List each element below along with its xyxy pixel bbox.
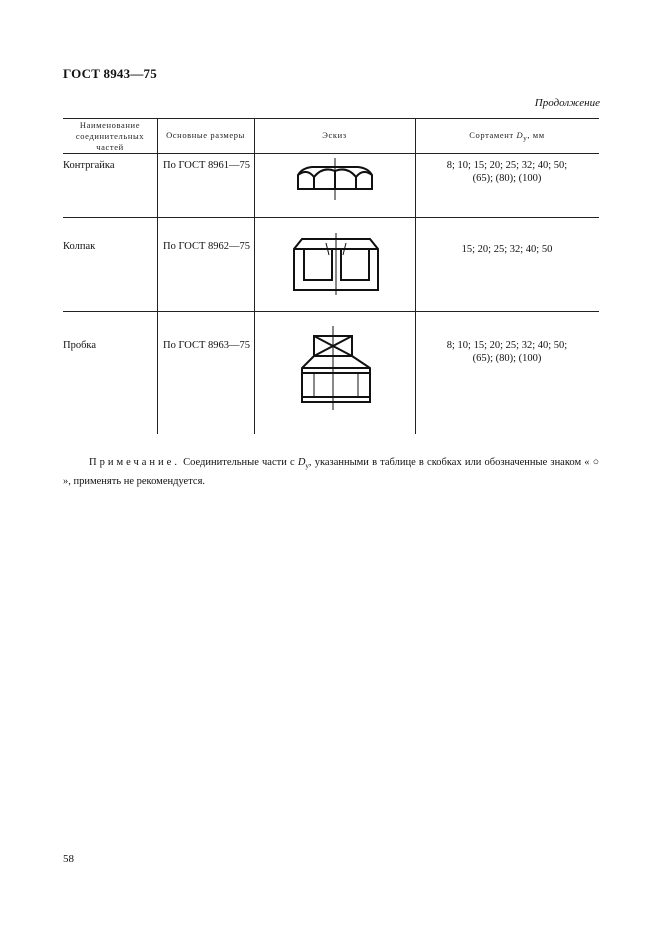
plug-sketch-icon <box>295 326 377 410</box>
row-name: Пробка <box>63 340 97 351</box>
column-header-assortment <box>415 130 599 145</box>
column-header-sizes: Основные размеры <box>166 130 245 140</box>
footnote: Примечание. Соединительные части с $D_у$, указанными в таблице в скобках или обозначенные знаком « ○ », применять не рекомендуется. <box>63 457 600 488</box>
column-header-name: Наименование соединительных частей <box>75 120 145 152</box>
row-assortment: 8; 10; 15; 20; 25; 32; 40; 50; (65); (80); (100) <box>446 160 568 184</box>
column-header-sketch: Эскиз <box>322 130 347 140</box>
column-divider <box>254 118 255 434</box>
assortment-unit: , мм <box>527 130 545 140</box>
row-assortment: 8; 10; 15; 20; 25; 32; 40; 50; (65); (80); (100) <box>446 340 568 364</box>
row-divider <box>63 311 599 312</box>
row-name: Контргайка <box>63 160 115 171</box>
document-code: ГОСТ 8943—75 <box>63 66 157 81</box>
row-assortment: 15; 20; 25; 32; 40; 50 <box>461 244 553 255</box>
circle-symbol-icon: ○ <box>592 457 600 468</box>
page-number: 58 <box>63 853 74 865</box>
table-header-rule <box>63 153 599 154</box>
row-divider <box>63 217 599 218</box>
diameter-sub: у <box>523 134 528 143</box>
locknut-sketch-icon <box>290 158 380 200</box>
note-label: Примечание. <box>89 457 180 468</box>
diameter-var: D <box>516 130 524 140</box>
row-sizes: По ГОСТ 8962—75 <box>163 241 251 252</box>
continuation-label: Продолжение <box>534 97 600 109</box>
row-sizes: По ГОСТ 8963—75 <box>163 340 251 351</box>
row-sizes: По ГОСТ 8961—75 <box>163 160 251 171</box>
cap-sketch-icon <box>286 233 386 295</box>
assortment-prefix: Сортамент <box>469 130 514 140</box>
row-name: Колпак <box>63 241 96 252</box>
table-top-rule <box>63 118 599 119</box>
column-divider <box>157 118 158 434</box>
